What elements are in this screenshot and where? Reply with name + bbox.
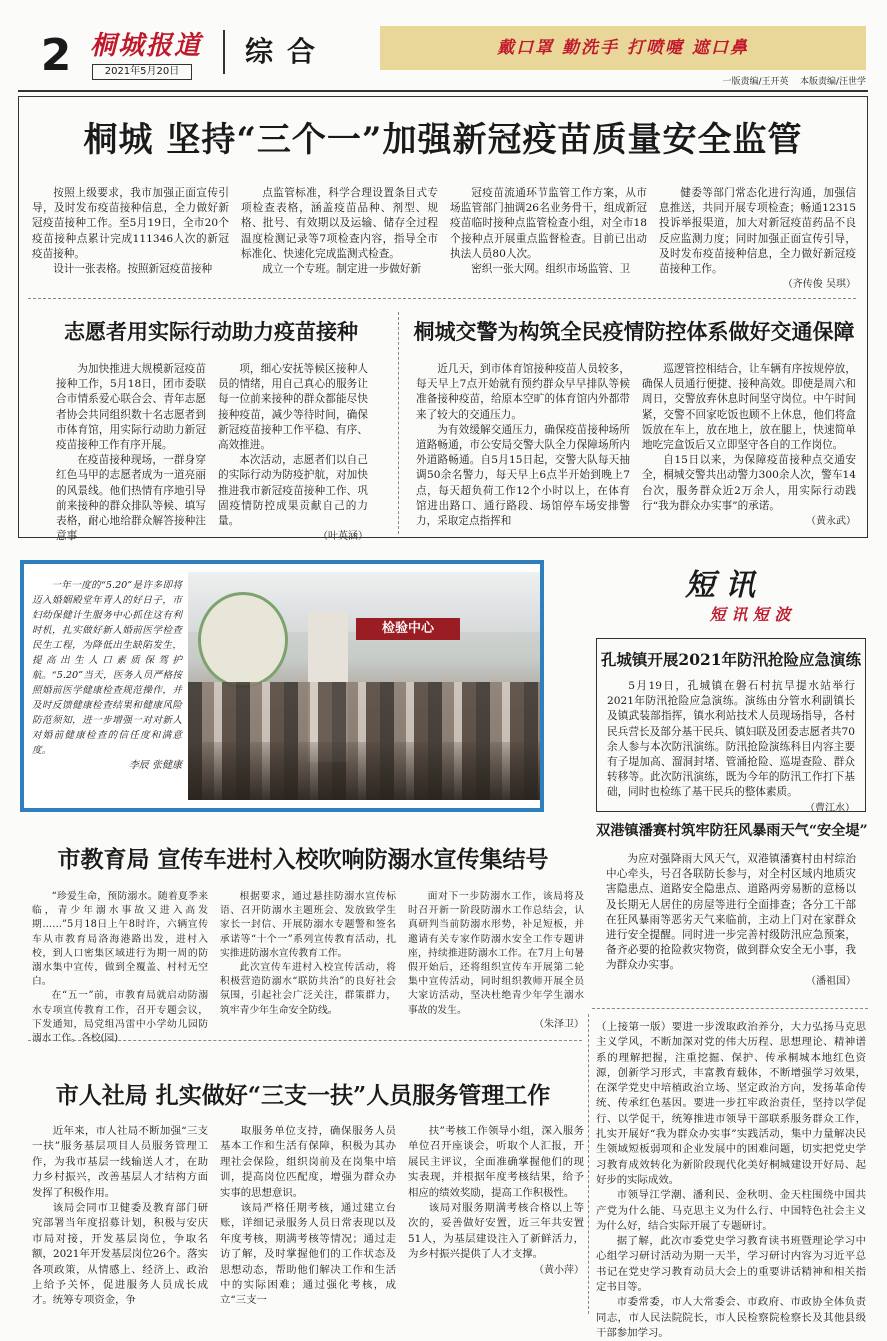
paragraph-block — [607, 679, 855, 801]
paragraph: 巡逻管控相结合，让车辆有序按规停放，确保人员通行便捷、接种高效。即使是周六和周日，交警放弃休息时间坚守岗位。中午时间紧，交警不回家吃饭也顾不上休息，他们将盒饭放在车上，放在地上，放在腿上，快速简单地吃完盒饭后又立即坚守各自的工作岗位。 — [642, 363, 856, 452]
column-rule — [588, 1014, 589, 1314]
hr-signature: （黄小萍） — [534, 1264, 584, 1276]
brief-item-1 — [596, 638, 866, 812]
paragraph: 该局对服务期满考核合格以上等次的，妥善做好安置，近三年共安置51人，为基层建设注入了新鲜活力，为乡村振兴提供了人才支撑。 — [408, 1202, 584, 1261]
masthead-rule — [18, 90, 868, 92]
paragraph: 市领导江学潮、潘利民、金秋明、金天柱围绕中国共产党为什么能、马克思主义为什么行、中国特色社会主义为什么好，结合实际开展了专题研讨。 — [596, 1189, 866, 1232]
paragraph: 一年一度的“5.20”是许多即将迈入婚姻殿堂年青人的好日子，市妇幼保健计生服务中心抓住这有利时机，扎实做好新人婚前医学检查民生工程，为降低出生缺陷发生，提高出生人口素质保驾护航。“5.20”当天，医务人员严格按照婚前医学健康检查规范操作，并及时反馈健康检查结果和健康风险防范须知，进一步增强一对对新人对婚前健康检查的信任度和满意度。 — [32, 580, 182, 756]
paragraph-block — [596, 1020, 866, 1341]
paragraph-block — [32, 1124, 208, 1309]
volunteers-signature: （叶英涵） — [318, 531, 368, 543]
issue-date: 2021年5月20日 — [92, 64, 192, 80]
paragraph: 成立一个专班。制定进一步做好新 — [262, 263, 422, 276]
paragraph: 市委常委，市人大常委会、市政府、市政协全体负责同志，市人民法院院长，市人民检察院检察长及其他县级干部参加学习。 — [596, 1296, 866, 1339]
education-headline: 市教育局 宣传车进村入校吹响防溺水宣传集结号 — [57, 846, 549, 873]
masthead — [18, 22, 868, 88]
inspection-center-sign: 检验中心 — [381, 621, 434, 636]
paragraph-block — [32, 578, 182, 758]
section-label: 综合 — [223, 30, 383, 74]
education-col — [408, 890, 584, 1032]
divider — [28, 1040, 582, 1041]
divider — [592, 1008, 868, 1009]
paragraph: 此次宣传车进村入校宣传活动，将积极营造防溺水“联防共治”的良好社会氛围，引起社会广泛关注，群策群力，筑牢青少年生命安全防线。 — [220, 962, 396, 1016]
brief-banner — [600, 568, 850, 628]
paragraph-block — [408, 890, 584, 1018]
paragraph: 该局会同市卫健委及教育部门研究部署当年度招募计划，积极与安庆市局对接，开发基层岗位，争取名额，2021年开发基层岗位26个。落实各项政策，从情感上、经济上、政治上给予关怀，促进服务人员成长成才。统筹专项资金，争 — [32, 1202, 208, 1307]
paragraph: 密织一张大网。组织市场监管、卫 — [471, 263, 631, 276]
paragraph: 在“五一”前，市教育局就启动防溺水专项宣传教育工作，召开专题会议，下发通知，局党组冯雷中小学幼儿园防溺水工作。各校(园) — [32, 990, 208, 1045]
brief-item-1-signature: （曹江水） — [805, 802, 855, 814]
traffic-signature: （黄永武） — [806, 516, 856, 528]
brief-item-2-headline: 双港镇潘赛村筑牢防狂风暴雨天气“安全堤” — [596, 823, 868, 839]
paragraph: 为加快推进大规模新冠疫苗接种工作，5月18日，团市委联合市情系爱心联合会、青年志愿者协会共同组织数十名志愿者到市体育馆，用实际行动助力新冠疫苗接种工作有序开展。 — [56, 363, 206, 452]
lead-frame — [18, 96, 868, 538]
paragraph-block — [408, 1124, 584, 1263]
paragraph-block — [606, 852, 856, 974]
brief-item-1-headline: 孔城镇开展2021年防汛抢险应急演练 — [600, 650, 862, 669]
paragraph: 点监管标准，科学合理设置条目式专项检查表格，涵盖疫苗品种、剂型、规格、批号、有效期以及运输、储存全过程温度检测记录等7项检查内容，指导全市标准化、快速化完成监测式检查。 — [241, 187, 438, 260]
slogan-text: 戴口罩 勤洗手 打喷嚏 遮口鼻 — [497, 38, 749, 58]
paragraph: 近年来，市人社局不断加强“三支一扶”服务基层项目人员服务管理工作，为我市基层一线输送人才，在助力乡村振兴，改善基层人才结构方面发挥了积极作用。 — [32, 1125, 208, 1199]
paragraph: 根据要求，通过悬挂防溺水宣传标语、召开防溺水主题班会、发放致学生家长一封信、开展防溺水专题警和签名承诺等“十个一”系列宣传教育活动，扎实推进防溺水宣传教育工作。 — [220, 891, 396, 959]
paragraph: 按照上级要求，我市加强正面宣传引导，及时发布疫苗接种信息，全力做好新冠疫苗接种工作。至5月19日，全市20个疫苗接种点累计完成111346人次的新冠疫苗接种。 — [32, 187, 229, 260]
paragraph: 自15日以来，为保障疫苗接种点交通安全，桐城交警共出动警力300余人次，警车14台次，服务群众近2万余人，用实际行动践行“我为群众办实事”的承诺。 — [642, 454, 856, 512]
paragraph: 为应对强降雨大风天气，双港镇潘赛村由村综治中心牵头，号召各联防长参与，对全村区域内地质灾害隐患点、道路安全隐患点、道路两旁易断的意杨以及长期无人居住的房屋等进行全面排查；各分工干部在狂风暴雨等恶劣天气来临前，主动上门对在家群众进行安全提醒。同时进一步完善村级防汛应急预案，备齐必要的抢险救灾物资，做到群众安全无小事，我为群众办实事。 — [606, 853, 856, 972]
slogan-banner — [380, 26, 866, 70]
education-body — [32, 890, 584, 1045]
photo-author: 李辰 张健康 — [128, 760, 182, 771]
paragraph: （上接第一版）要进一步泼取政治养分，大力弘扬马克思主义学风，不断加深对党的伟大历程、思想理论、精神谱系的理解把握，注重挖掘、保护、传承桐城本地红色资源，创新学习形式，丰富教育载体，不断增强学习效果，在深学党史中培植政治立场、坚定政治方向，发扬革命传统、传承红色基因。要进一步扛牢政治责任，坚持以学促行、以学促干，统筹推进市领导干部联系服务群众工作，扎实开展好“我为群众办实事”实践活动，集中力量解决民生领域短板弱项和企业发展中的困难问题，切实把党史学习教育成效转化为新阶段现代化美好桐城建设开好局、起好步的实际成效。 — [596, 1021, 866, 1186]
paragraph: “珍爱生命，预防溺水。随着夏季来临，青少年溺水事故又进入高发期……”5月18日上午8时许，六辆宣传车从市教育局洛海港路出发，进村入校，到人口密集区域进行为期一周的防溺水集中宣传，做到全覆盖、村村无空白。 — [32, 891, 208, 988]
lead-signature: （齐传俊 吴琪） — [782, 279, 856, 291]
brief-item-1-body — [597, 675, 865, 814]
paragraph: 取服务单位支持，确保服务人员基本工作和生活有保障，积极为其办理社会保险，组织岗前及在岗集中培训，提高岗位匹配度，增强为群众办实事的思想意识。 — [220, 1125, 396, 1199]
paragraph: 近几天，到市体育馆接种疫苗人员较多，每天早上7点开始就有预约群众早早排队等候准备接种疫苗，给原本空旷的体育馆内外都带来了较大的交通压力。 — [416, 363, 630, 421]
paragraph: 该局严格任期考核，通过建立台账，详细记录服务人员日常表现以及年度考核，期满考核等情况；通过走访了解，及时掌握他们的工作状态及思想动态，帮助他们解决工作和生活中的实际困难；通过强化考核，成立“三支一 — [220, 1202, 396, 1307]
brief-banner-sub: 短 讯 短 波 — [709, 605, 791, 624]
page-number: 2 — [40, 30, 72, 81]
education-col — [220, 890, 396, 1032]
paragraph-block — [32, 890, 208, 1046]
brief-item-2 — [596, 816, 866, 1000]
paragraph: 扶”考核工作领导小组，深入服务单位召开座谈会，听取个人汇报，开展民主评议，全面准确掌握他们的现实表现，并根据年度考核结果，给予相应的绩效奖励，提高工作积极性。 — [408, 1125, 584, 1199]
brief-item-2-signature: （潘祖国） — [806, 975, 856, 987]
paragraph: 设计一张表格。按照新冠疫苗接种 — [53, 263, 213, 276]
paragraph-block — [220, 890, 396, 1018]
paragraph: 据了解，此次市委党史学习教育读书班暨理论学习中心组学习研讨活动为期一天半，学习研讨内容为习近平总书记在党史学习教育动员大会上的重要讲话精神和相关指定书目等。 — [596, 1235, 866, 1294]
paragraph-block — [220, 1124, 396, 1309]
education-col — [32, 890, 208, 1045]
paragraph: 为有效缓解交通压力，确保疫苗接种场所道路畅通，市公安局交警大队全力保障场所内外道路畅通。自5月15日起，交警大队每天抽调50余名警力，每天早上6点半开始到晚上7点，每天超负荷工作12个小时以上，在体育馆进出路口、通行路段、场馆停车场安排警力，采取定点指挥和 — [416, 423, 630, 528]
hr-col — [32, 1124, 208, 1314]
education-signature: （朱泽卫） — [534, 1018, 584, 1030]
editors-line: 一版责编/王开英 本版责编/汪世学 — [722, 77, 866, 87]
hr-body — [32, 1124, 584, 1314]
paragraph: 本次活动，志愿者们以自己的实际行动为防疫护航，对加快推进我市新冠疫苗接种工作、巩固疫情防控成果贡献自己的力量。 — [218, 454, 368, 528]
hr-headline: 市人社局 扎实做好“三支一扶”人员服务管理工作 — [55, 1082, 551, 1109]
volunteers-headline: 志愿者用实际行动助力疫苗接种 — [64, 319, 358, 344]
paragraph: 面对下一步防溺水工作，该局将及时召开新一阶段防溺水工作总结会，认真研判当前防溺水形势，补足短板，并邀请有关专家作防溺水安全工作专题讲座，持续推进防溺水工作。在7月上旬暑假开始后，还将组织宣传车开展第二轮集中宣传活动，同时组织教师开展全员大家访活动，坚决杜绝青少年学生溺水事故的发生。 — [408, 891, 584, 1016]
paragraph: 健委等部门常态化进行沟通，加强信息推送，共同开展专项检查；畅通12315投诉举报渠道，加大对新冠疫苗药品不良反应监测力度；同时加强正面宣传引导，及时发布疫苗接种信息，全力做好新冠疫苗接种工作。 — [659, 187, 856, 276]
brief-item-2-body — [596, 846, 866, 1002]
vaccination-hall-photo — [188, 572, 540, 800]
paragraph: 项，细心安抚等候区接种人员的情绪，用自己真心的服务让每一位前来接种的群众都能尽快接种疫苗，减少等待时间，确保新冠疫苗接种工作平稳、有序、高效推进。 — [218, 363, 368, 452]
lead-headline: 桐城 坚持“三个一”加强新冠疫苗质量安全监管 — [83, 120, 803, 160]
continued-article — [596, 1020, 866, 1339]
photo-caption — [32, 578, 182, 806]
traffic-headline: 桐城交警为构筑全民疫情防控体系做好交通保障 — [413, 319, 855, 344]
paper-name-logo: 桐城报道 — [90, 31, 203, 61]
paragraph: 在疫苗接种现场，一群身穿红色马甲的志愿者成为一道亮丽的风景线。他们热情有序地引导前来接种的群众排队等候、填写表格，耐心地给群众解答接种注意事 — [56, 454, 206, 543]
hr-col — [220, 1124, 396, 1314]
paragraph: 冠疫苗流通环节监管工作方案，从市场监管部门抽调26名业务骨干，组成新冠疫苗临时接种点监管检查小组，对全市18个接种点开展重点监督检查。目前已出动执法人员80人次。 — [450, 187, 647, 260]
paragraph: 5月19日，孔城镇在磐石村抗旱提水站举行2021年防汛抢险应急演练。演练由分管水利副镇长及镇武装部指挥，镇水利站技术人员现场指导，各村民兵营长及部分基干民兵、镇妇联及团委志愿者共70余人参与本次防汛演练。防汛抢险演练科目内容主要有子堤加高、溜洞封堵、管涌抢险、巡堤查险、群众转移等。此次防汛演练，既为今年的防汛工作打下基础，同时也检练了基干民兵的整体素质。 — [607, 680, 855, 799]
brief-banner-title: 短讯 — [685, 568, 765, 603]
photo-frame — [20, 560, 544, 812]
hr-col — [408, 1124, 584, 1314]
